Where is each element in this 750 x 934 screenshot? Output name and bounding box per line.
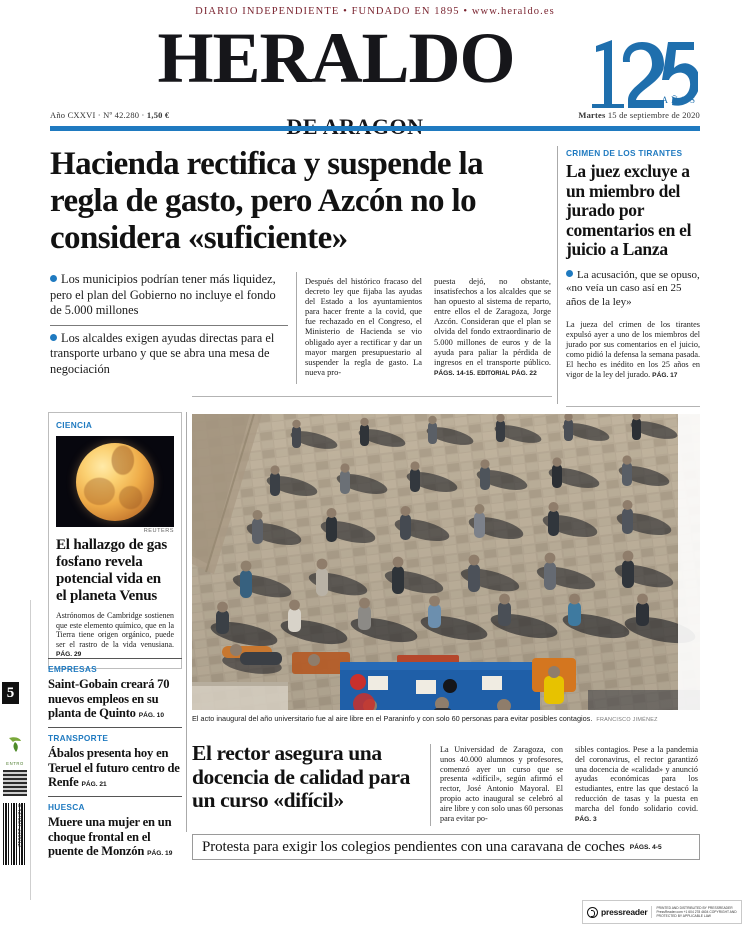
huesca-headline <box>48 815 182 862</box>
main-photo-caption <box>192 714 700 723</box>
issue-date <box>578 110 700 120</box>
rector-column-rule <box>430 744 431 826</box>
edge-rule <box>30 600 31 900</box>
issue-number: Año CXXVI · Nº 42.280 · <box>50 110 145 120</box>
anniversary-label: AÑOS <box>661 95 698 105</box>
brief-divider <box>48 658 182 659</box>
lead-body-col-2-text: puesta dejó, no obstante, insatisfechos a los alcaldes que se han opuesto al sistema de reparto, entre ellos el de Zaragoza, Jorge Azcón. Consideran que el plan se olvida del fondo extraordinario de 5.000 millones de euros y de la ayuda para paliar la pérdida de ingresos en el transporte público. <box>434 277 551 367</box>
bullet-dot-icon <box>50 275 57 282</box>
bullet-dot-icon <box>566 270 573 277</box>
lead-bullet-1-text: Los municipios podrían tener más liquidez, pero el plan del Gobierno no incluye el fondo de 5.000 millones <box>50 272 276 318</box>
right-column-rule <box>557 146 558 404</box>
venus-planet-graphic <box>76 443 154 521</box>
newspaper-title: HERALDO <box>157 18 515 98</box>
venus-photo <box>56 436 174 527</box>
ciencia-headline: El hallazgo de gas fosfano revela potencial vida en el planeta Venus <box>56 537 167 604</box>
main-photo-credit: FRANCISCO JIMÉNEZ <box>596 717 658 723</box>
rector-body-col-2-text: sibles contagios. Pese a la pandemia del coronavirus, el rector garantizó una docencia de «calidad» y anunció ayudas económicas para los estudiantes, entre las que destacó la reducción de tasas y la puesta en marcha del fondo solidario covid. <box>575 745 698 813</box>
venus-photo-credit: REUTERS <box>143 528 174 534</box>
sidebar-brief-empresas[interactable] <box>48 664 182 724</box>
bullet-dot-icon <box>50 334 57 341</box>
lead-bullet-1 <box>50 272 288 319</box>
masthead-tagline: DIARIO INDEPENDIENTE • FUNDADO EN 1895 • www.heraldo.es <box>195 6 555 17</box>
sidebar-ciencia-box <box>48 412 182 669</box>
lead-body-col-1: Después del histórico fracaso del decreto ley que fijaba las ayudas del Estado a los ayuntamientos para hacer frente a la covid, que fue rechazado en el Congreso, el Ministerio de Hacienda se vio obligado ayer a rectificar y dar un mayor margen presupuestario al suspender la regla de gasto. La nueva pro- <box>305 277 422 377</box>
right-column-kicker: CRIMEN DE LOS TIRANTES <box>566 148 683 158</box>
sidebar-rule <box>186 412 187 832</box>
lead-bullet-2 <box>50 331 288 378</box>
rector-body-col-1: La Universidad de Zaragoza, con unos 40.000 alumnos y profesores, comenzó ayer un curso que se presenta «difícil», según afirmó el rector, José Antonio Mayoral. El propio acto inaugural se celebró al aire libre y con solo unas 60 personas para evitar po- <box>440 745 564 823</box>
sidebar-brief-huesca[interactable] <box>48 802 182 862</box>
lead-page-ref[interactable]: PÁGS. 14-15. <box>434 369 476 377</box>
empresas-page-ref[interactable]: PÁG. 10 <box>138 712 165 719</box>
issue-price: 1,50 € <box>146 110 170 120</box>
huesca-headline-text: Muere una mujer en un choque frontal en el puente de Monzón <box>48 815 172 858</box>
right-column-page-ref[interactable]: PÁG. 17 <box>652 371 678 379</box>
lead-body-text <box>305 277 552 379</box>
rector-body-col-2 <box>575 745 698 824</box>
section-divider <box>192 396 552 397</box>
brief-divider <box>48 796 182 797</box>
protest-page-ref[interactable]: PÁGS. 4-5 <box>629 843 662 851</box>
ciencia-page-ref[interactable]: PÁG. 29 <box>56 651 82 658</box>
empresas-kicker: EMPRESAS <box>48 664 97 674</box>
right-column-divider <box>566 406 700 407</box>
section-number-badge: 5 <box>2 682 19 704</box>
main-photo-aerial-ceremony <box>192 414 700 710</box>
transporte-headline <box>48 746 182 793</box>
sidebar-brief-transporte[interactable] <box>48 733 182 793</box>
issue-info <box>50 110 169 120</box>
lead-bullet-2-text: Los alcaldes exigen ayudas directas para el transporte urbano y que se abra una mesa de negociación <box>50 330 275 376</box>
pressreader-logo <box>587 907 647 918</box>
entro-label: ENTRO <box>6 761 24 766</box>
right-column-body-text: La jueza del crimen de los tirantes expulsó ayer a uno de los miembros del jurado por sus comentarios en el juicio, como pidió la defensa la semana pasada. El hecho es inédito en los 25 años en vigor de la ley del jurado. <box>566 320 700 379</box>
pressreader-footer[interactable] <box>582 900 742 924</box>
huesca-kicker: HUESCA <box>48 802 85 812</box>
lead-bullet-list <box>50 272 288 378</box>
rector-headline: El rector asegura una docencia de calidad para un curso «difícil» <box>192 741 410 812</box>
main-photo-caption-text: El acto inaugural del año universitario fue al aire libre en el Paraninfo y con solo 60 personas para evitar posibles contagios. <box>192 714 593 723</box>
pressreader-brand: pressreader <box>601 907 648 917</box>
right-column-bullet-text: La acusación, que se opuso, «no veía un caso así en 25 años de la ley» <box>566 268 700 308</box>
barcode <box>3 803 27 865</box>
right-column-story <box>566 148 700 381</box>
barcode-number: 8 437007 219012 <box>16 804 22 847</box>
lead-editorial-label: EDITORIAL <box>477 370 510 377</box>
right-column-body <box>566 320 700 380</box>
column-rule <box>296 272 297 384</box>
pressreader-fine-print: PRINTED AND DISTRIBUTED BY PRESSREADER PressReader.com +1 604 278 4604 COPYRIGHT AND PROTECTED BY APPLICABLE LAW <box>651 906 737 919</box>
masthead-blue-rule <box>50 126 700 131</box>
lead-editorial-page-ref[interactable]: PÁG. 22 <box>511 369 537 377</box>
pressreader-p-icon <box>587 907 598 918</box>
rector-page-ref[interactable]: PÁG. 3 <box>575 815 597 823</box>
right-column-headline: La juez excluye a un miembro del jurado por comentarios en el juicio a Lanza <box>566 161 692 259</box>
masthead <box>0 18 750 105</box>
print-registration-bars <box>3 770 27 796</box>
issue-date-weekday: Martes <box>578 110 606 120</box>
right-column-bullet <box>566 269 700 310</box>
transporte-headline-text: Ábalos presenta hoy en Teruel el futuro centro de Renfe <box>48 746 180 789</box>
ciencia-kicker: CIENCIA <box>56 420 93 430</box>
empresas-headline <box>48 677 182 724</box>
brief-divider <box>48 727 182 728</box>
ciencia-body <box>56 611 174 660</box>
empresas-headline-text: Saint-Gobain creará 70 nuevos empleos en su planta de Quinto <box>48 677 170 720</box>
ciencia-body-text: Astrónomos de Cambridge sostienen que este elemento químico, que en la Tierra tiene origen orgánico, puede ser el rastro de la vida venusiana. <box>56 611 174 649</box>
lead-body-col-2 <box>434 277 551 379</box>
issue-date-rest: 15 de septiembre de 2020 <box>605 110 700 120</box>
transporte-page-ref[interactable]: PÁG. 21 <box>81 781 107 788</box>
huesca-page-ref[interactable]: PÁG. 19 <box>147 850 173 857</box>
protest-teaser-strip[interactable] <box>192 834 700 860</box>
transporte-kicker: TRANSPORTE <box>48 733 109 743</box>
bullet-divider <box>50 325 288 326</box>
protest-teaser-text: Protesta para exigir los colegios pendientes con una caravana de coches <box>202 838 625 855</box>
entro-logo <box>4 735 26 766</box>
lead-headline: Hacienda rectifica y suspende la regla de gasto, pero Azcón no lo considera «suficiente» <box>50 146 484 256</box>
rector-body-text <box>440 745 698 824</box>
